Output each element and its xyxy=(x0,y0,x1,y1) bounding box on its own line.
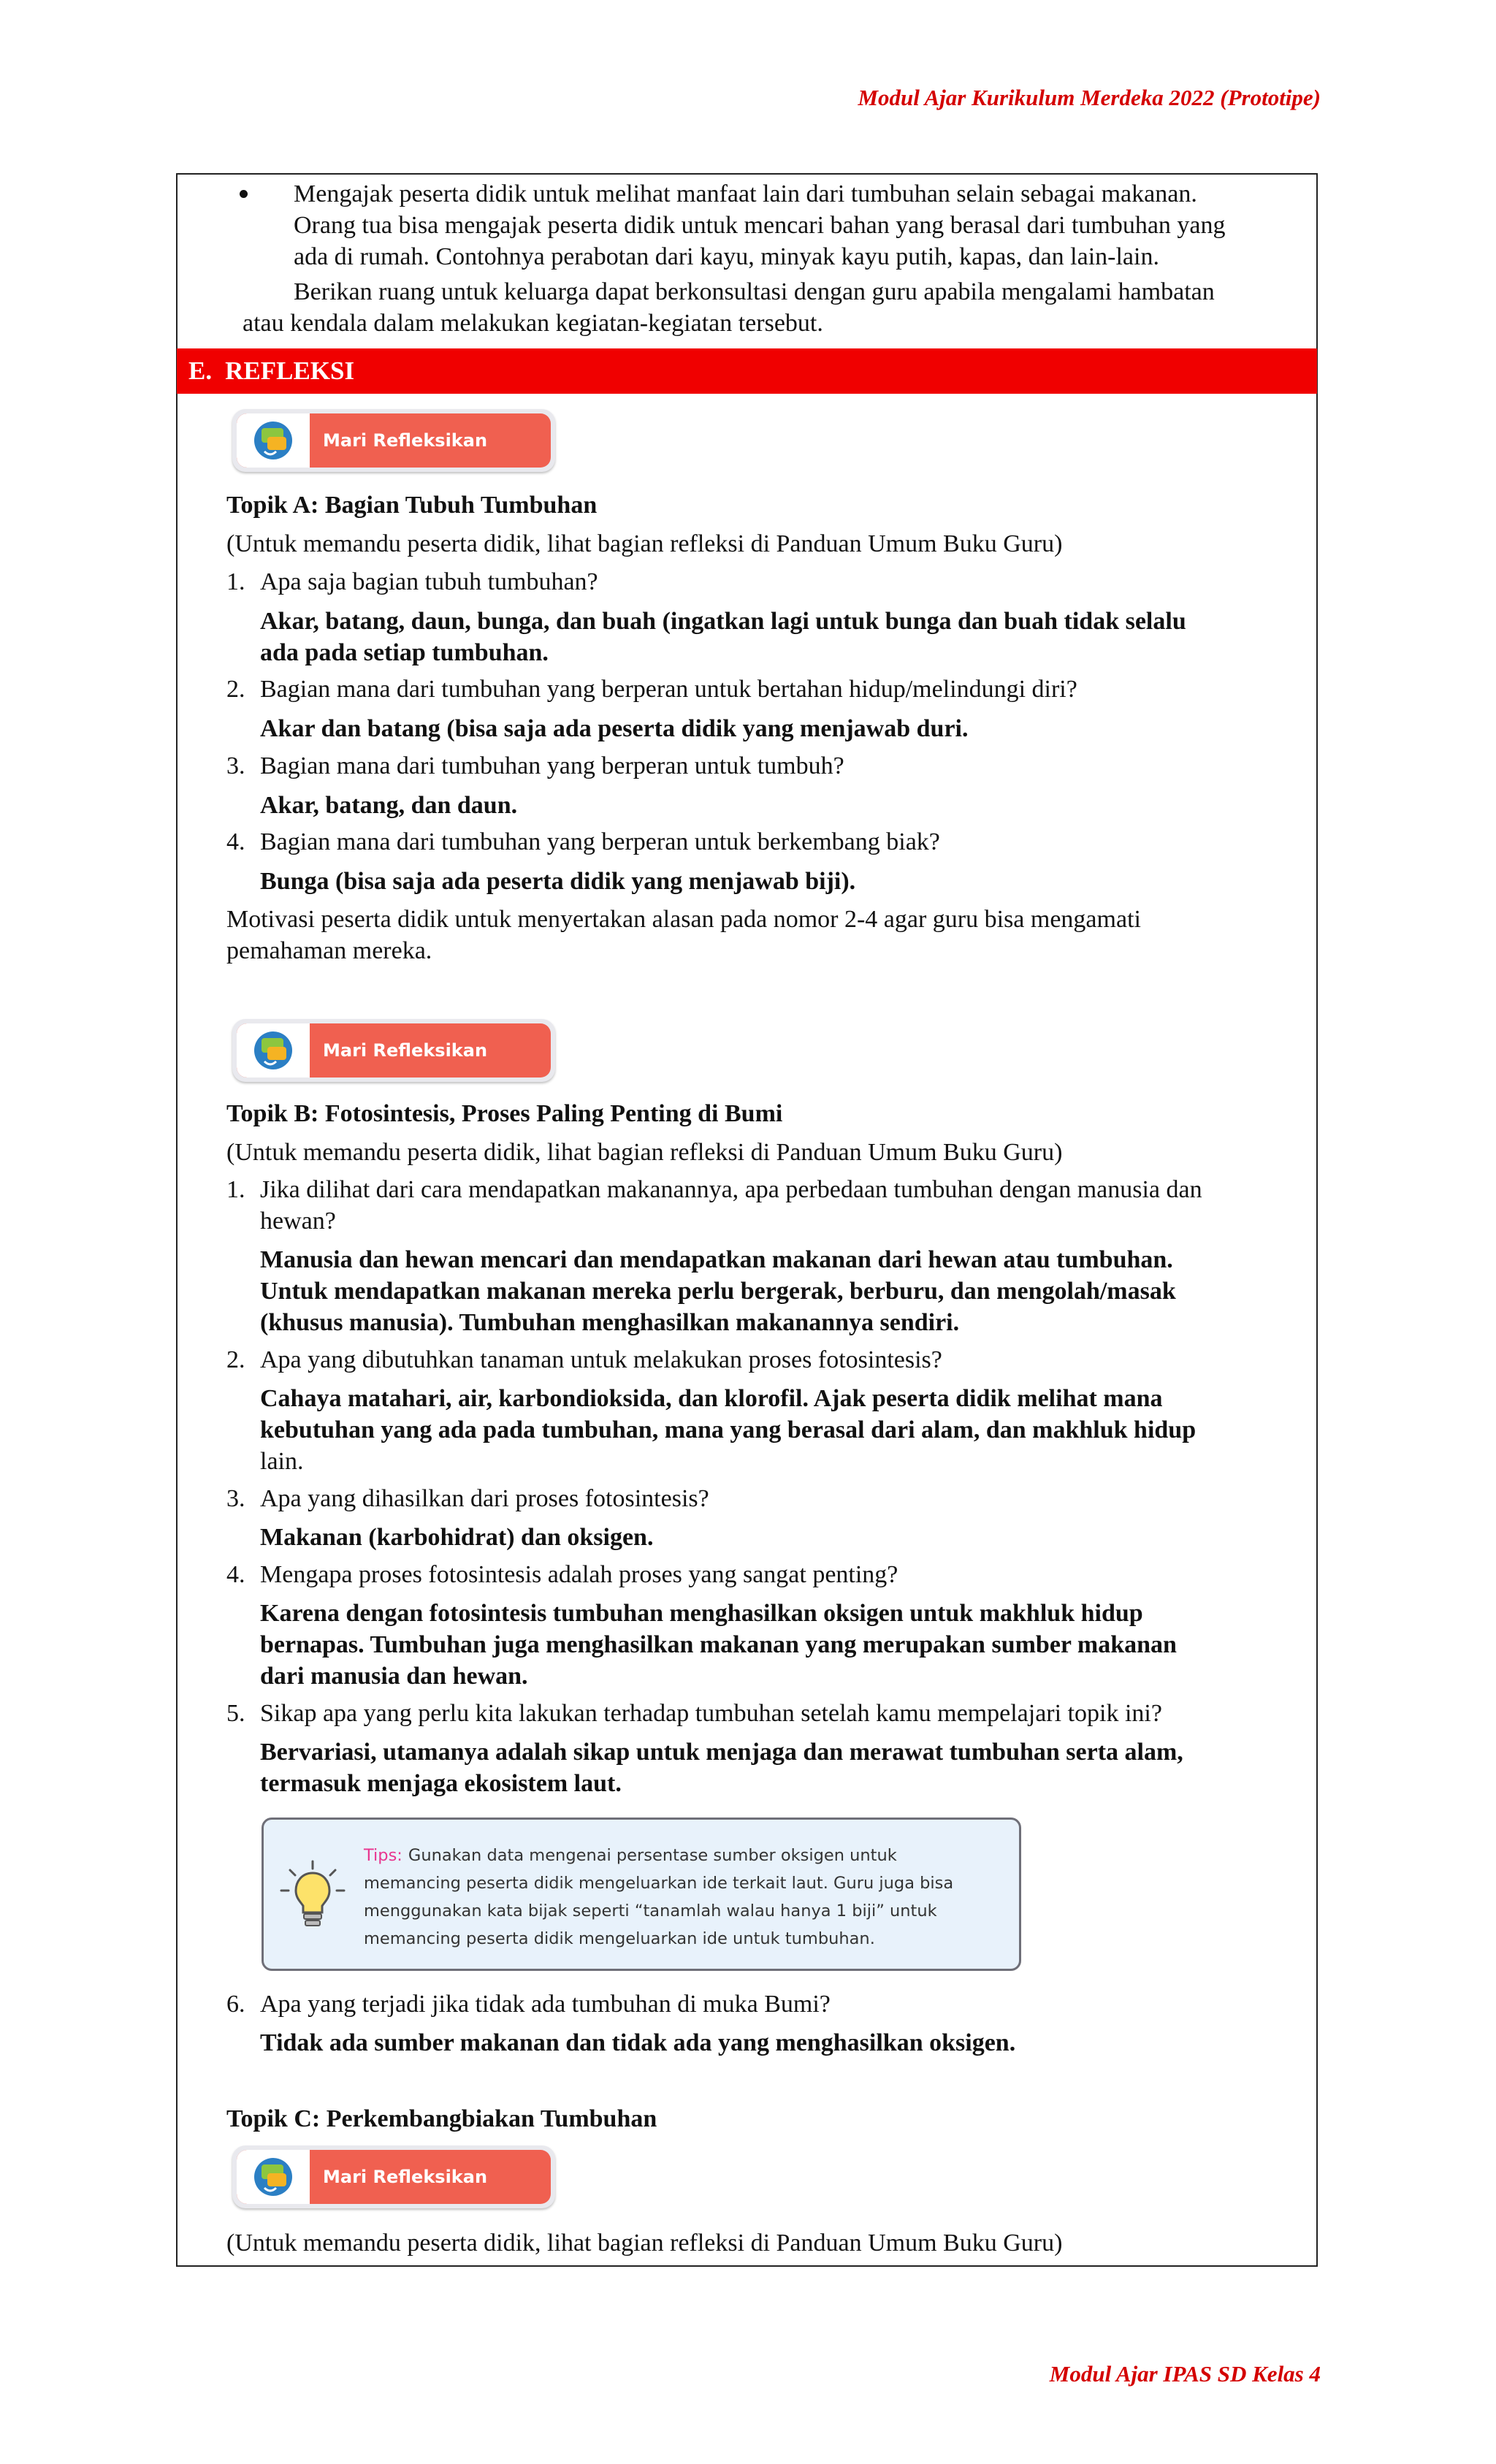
topic-b-q1-num: 1. xyxy=(226,1176,245,1203)
topic-b-a2-line1: Cahaya matahari, air, karbondioksida, dan klorofil. Ajak peserta didik melihat mana xyxy=(260,1385,1163,1412)
topic-b-a2-line3: lain. xyxy=(260,1448,304,1475)
reflection-chat-icon xyxy=(253,2157,294,2197)
topic-a-guide: (Untuk memandu peserta didik, lihat bagian refleksi di Panduan Umum Buku Guru) xyxy=(226,530,1063,557)
badge-label: Mari Refleksikan xyxy=(323,430,488,451)
topic-a-q1: Apa saja bagian tubuh tumbuhan? xyxy=(260,568,598,595)
topic-b-a2-line2: kebutuhan yang ada pada tumbuhan, mana yang berasal dari alam, dan makhluk hidup xyxy=(260,1416,1197,1443)
intro-bullet-text: Mengajak peserta didik untuk melihat manfaat lain dari tumbuhan selain sebagai makanan. Orang tua bisa mengajak peserta didik untuk mencari bahan yang berasal dari tumbuhan yang ada di rumah. Contohnya perabotan dari kayu, minyak kayu putih, kapas, dan lain-lain. xyxy=(294,180,1226,270)
topic-a-motivation-line1: Motivasi peserta didik untuk menyertakan alasan pada nomor 2-4 agar guru bisa mengamati xyxy=(226,906,1141,933)
badge-label: Mari Refleksikan xyxy=(323,1040,488,1061)
topic-b-q1-line1: Jika dilihat dari cara mendapatkan makanannya, apa perbedaan tumbuhan dengan manusia dan xyxy=(260,1176,1202,1203)
topic-b-q2: Apa yang dibutuhkan tanaman untuk melakukan proses fotosintesis? xyxy=(260,1346,942,1373)
topic-b-q3: Apa yang dihasilkan dari proses fotosintesis? xyxy=(260,1485,709,1512)
topic-b-q6-num: 6. xyxy=(226,1991,245,2018)
topic-b-q4: Mengapa proses fotosintesis adalah proses yang sangat penting? xyxy=(260,1561,898,1588)
topic-b-q3-num: 3. xyxy=(226,1485,245,1512)
mari-refleksikan-badge xyxy=(232,2145,555,2208)
topic-a-q4-num: 4. xyxy=(226,828,245,855)
topic-a-a3: Akar, batang, dan daun. xyxy=(260,792,518,819)
topic-a-a2: Akar dan batang (bisa saja ada peserta didik yang menjawab duri. xyxy=(260,715,969,742)
topic-b-q5-num: 5. xyxy=(226,1700,245,1727)
topic-b-a3: Makanan (karbohidrat) dan oksigen. xyxy=(260,1524,654,1551)
topic-b-a5-line2: termasuk menjaga ekosistem laut. xyxy=(260,1770,622,1797)
topic-b-q1-line2: hewan? xyxy=(260,1208,336,1235)
topic-b-a6: Tidak ada sumber makanan dan tidak ada yang menghasilkan oksigen. xyxy=(260,2029,1016,2056)
topic-b-a1-line1: Manusia dan hewan mencari dan mendapatkan makanan dari hewan atau tumbuhan. xyxy=(260,1246,1173,1273)
topic-a-q1-num: 1. xyxy=(226,568,245,595)
tips-label: Tips: xyxy=(364,1846,402,1865)
topic-b-q6: Apa yang terjadi jika tidak ada tumbuhan di muka Bumi? xyxy=(260,1991,831,2018)
topic-b-title: Topik B: Fotosintesis, Proses Paling Penting di Bumi xyxy=(226,1100,783,1127)
topic-b-guide: (Untuk memandu peserta didik, lihat bagian refleksi di Panduan Umum Buku Guru) xyxy=(226,1139,1063,1166)
topic-b-q2-num: 2. xyxy=(226,1346,245,1373)
intro-paragraph-line1: Berikan ruang untuk keluarga dapat berkonsultasi dengan guru apabila mengalami hambatan xyxy=(294,278,1215,305)
topic-a-q4: Bagian mana dari tumbuhan yang berperan untuk berkembang biak? xyxy=(260,828,940,855)
topic-b-q5: Sikap apa yang perlu kita lakukan terhadap tumbuhan setelah kamu mempelajari topik ini? xyxy=(260,1700,1162,1727)
topic-a-a1-line2: ada pada setiap tumbuhan. xyxy=(260,639,549,666)
topic-a-q2-num: 2. xyxy=(226,676,245,703)
reflection-chat-icon xyxy=(253,1031,294,1070)
topic-b-a4-line2: bernapas. Tumbuhan juga menghasilkan makanan yang merupakan sumber makanan xyxy=(260,1631,1177,1658)
topic-a-q2: Bagian mana dari tumbuhan yang berperan untuk bertahan hidup/melindungi diri? xyxy=(260,676,1077,703)
section-letter: E. xyxy=(188,356,213,385)
section-header-refleksi xyxy=(177,348,1317,394)
mari-refleksikan-badge xyxy=(232,409,555,472)
reflection-chat-icon xyxy=(253,421,294,460)
topic-b-a1-line2: Untuk mendapatkan makanan mereka perlu bergerak, berburu, dan mengolah/masak xyxy=(260,1278,1176,1305)
topic-a-q3: Bagian mana dari tumbuhan yang berperan untuk tumbuh? xyxy=(260,752,844,779)
topic-a-motivation-line2: pemahaman mereka. xyxy=(226,937,432,964)
topic-b-a5-line1: Bervariasi, utamanya adalah sikap untuk menjaga dan merawat tumbuhan serta alam, xyxy=(260,1739,1183,1766)
tips-text: Tips: Gunakan data mengenai persentase sumber oksigen untuk memancing peserta didik mengeluarkan ide terkait laut. Guru juga bisa menggunakan kata bijak seperti “tanamlah walau hanya 1 biji” untuk memancing peserta didik mengeluarkan ide untuk tumbuhan. xyxy=(364,1846,954,1948)
tips-box xyxy=(262,1818,1021,1971)
topic-b-a1-line3: (khusus manusia). Tumbuhan menghasilkan makanannya sendiri. xyxy=(260,1309,960,1336)
page-footer-title: Modul Ajar IPAS SD Kelas 4 xyxy=(1049,2361,1321,2387)
badge-label: Mari Refleksikan xyxy=(323,2167,488,2187)
topic-a-a4: Bunga (bisa saja ada peserta didik yang menjawab biji). xyxy=(260,868,856,895)
topic-b-a4-line3: dari manusia dan hewan. xyxy=(260,1663,528,1690)
lightbulb-icon xyxy=(280,1860,346,1933)
mari-refleksikan-badge xyxy=(232,1019,555,1082)
bullet-dot xyxy=(240,190,248,198)
topic-b-a4-line1: Karena dengan fotosintesis tumbuhan menghasilkan oksigen untuk makhluk hidup xyxy=(260,1600,1143,1627)
page-header-title: Modul Ajar Kurikulum Merdeka 2022 (Prototipe) xyxy=(858,85,1321,110)
topic-a-a1-line1: Akar, batang, daun, bunga, dan buah (ingatkan lagi untuk bunga dan buah tidak selalu xyxy=(260,608,1186,635)
section-title: REFLEKSI xyxy=(225,356,355,385)
topic-b-q4-num: 4. xyxy=(226,1561,245,1588)
topic-c-guide: (Untuk memandu peserta didik, lihat bagian refleksi di Panduan Umum Buku Guru) xyxy=(226,2230,1063,2257)
intro-paragraph-line2: atau kendala dalam melakukan kegiatan-kegiatan tersebut. xyxy=(243,310,823,337)
topic-a-title: Topik A: Bagian Tubuh Tumbuhan xyxy=(226,492,598,519)
topic-c-title: Topik C: Perkembangbiakan Tumbuhan xyxy=(226,2105,657,2132)
topic-a-q3-num: 3. xyxy=(226,752,245,779)
